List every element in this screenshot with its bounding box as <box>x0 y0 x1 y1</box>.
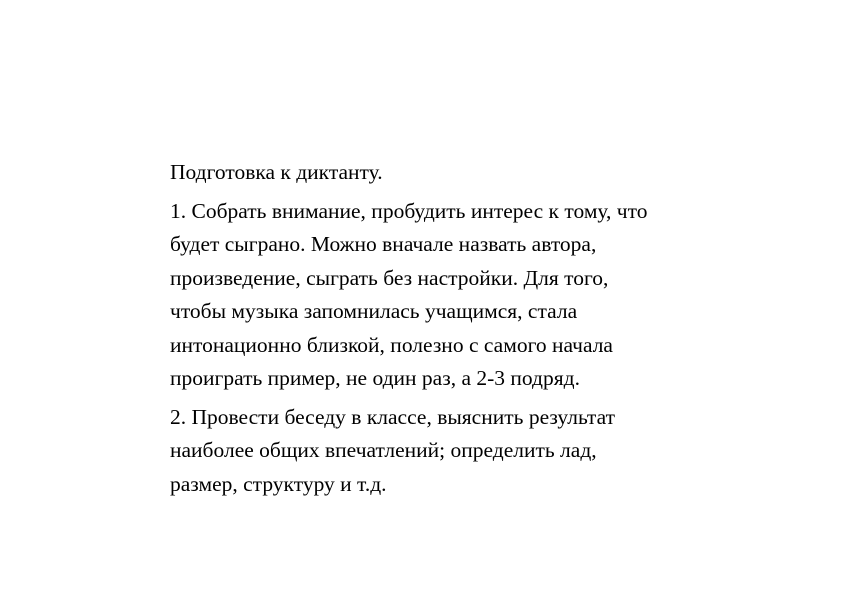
paragraph-2-line-1: 2. Провести беседу в классе, выяснить результат <box>170 404 615 429</box>
text-block <box>170 156 770 501</box>
paragraph-1-line-4: чтобы музыка запомнилась учащимся, стала <box>170 299 578 323</box>
paragraph-1 <box>170 195 770 396</box>
paragraph-1-line-1: 1. Собрать внимание, пробудить интерес к тому, что <box>170 198 648 223</box>
paragraph-2-line-3: размер, структуру и т.д. <box>170 471 387 496</box>
document-heading: Подготовка к диктанту. <box>170 160 383 184</box>
paragraph-1-line-5: интонационно близкой, полезно с самого начала <box>170 332 613 357</box>
paragraph-2-line-2: наиболее общих впечатлений; определить лад, <box>170 438 597 462</box>
paragraph-2 <box>170 401 770 502</box>
paragraph-1-line-6: проиграть пример, не один раз, а 2-3 подряд. <box>170 366 580 390</box>
paragraph-1-line-2: будет сыграно. Можно вначале назвать автора, <box>170 232 597 256</box>
paragraph-1-line-3: произведение, сыграть без настройки. Для того, <box>170 265 609 290</box>
